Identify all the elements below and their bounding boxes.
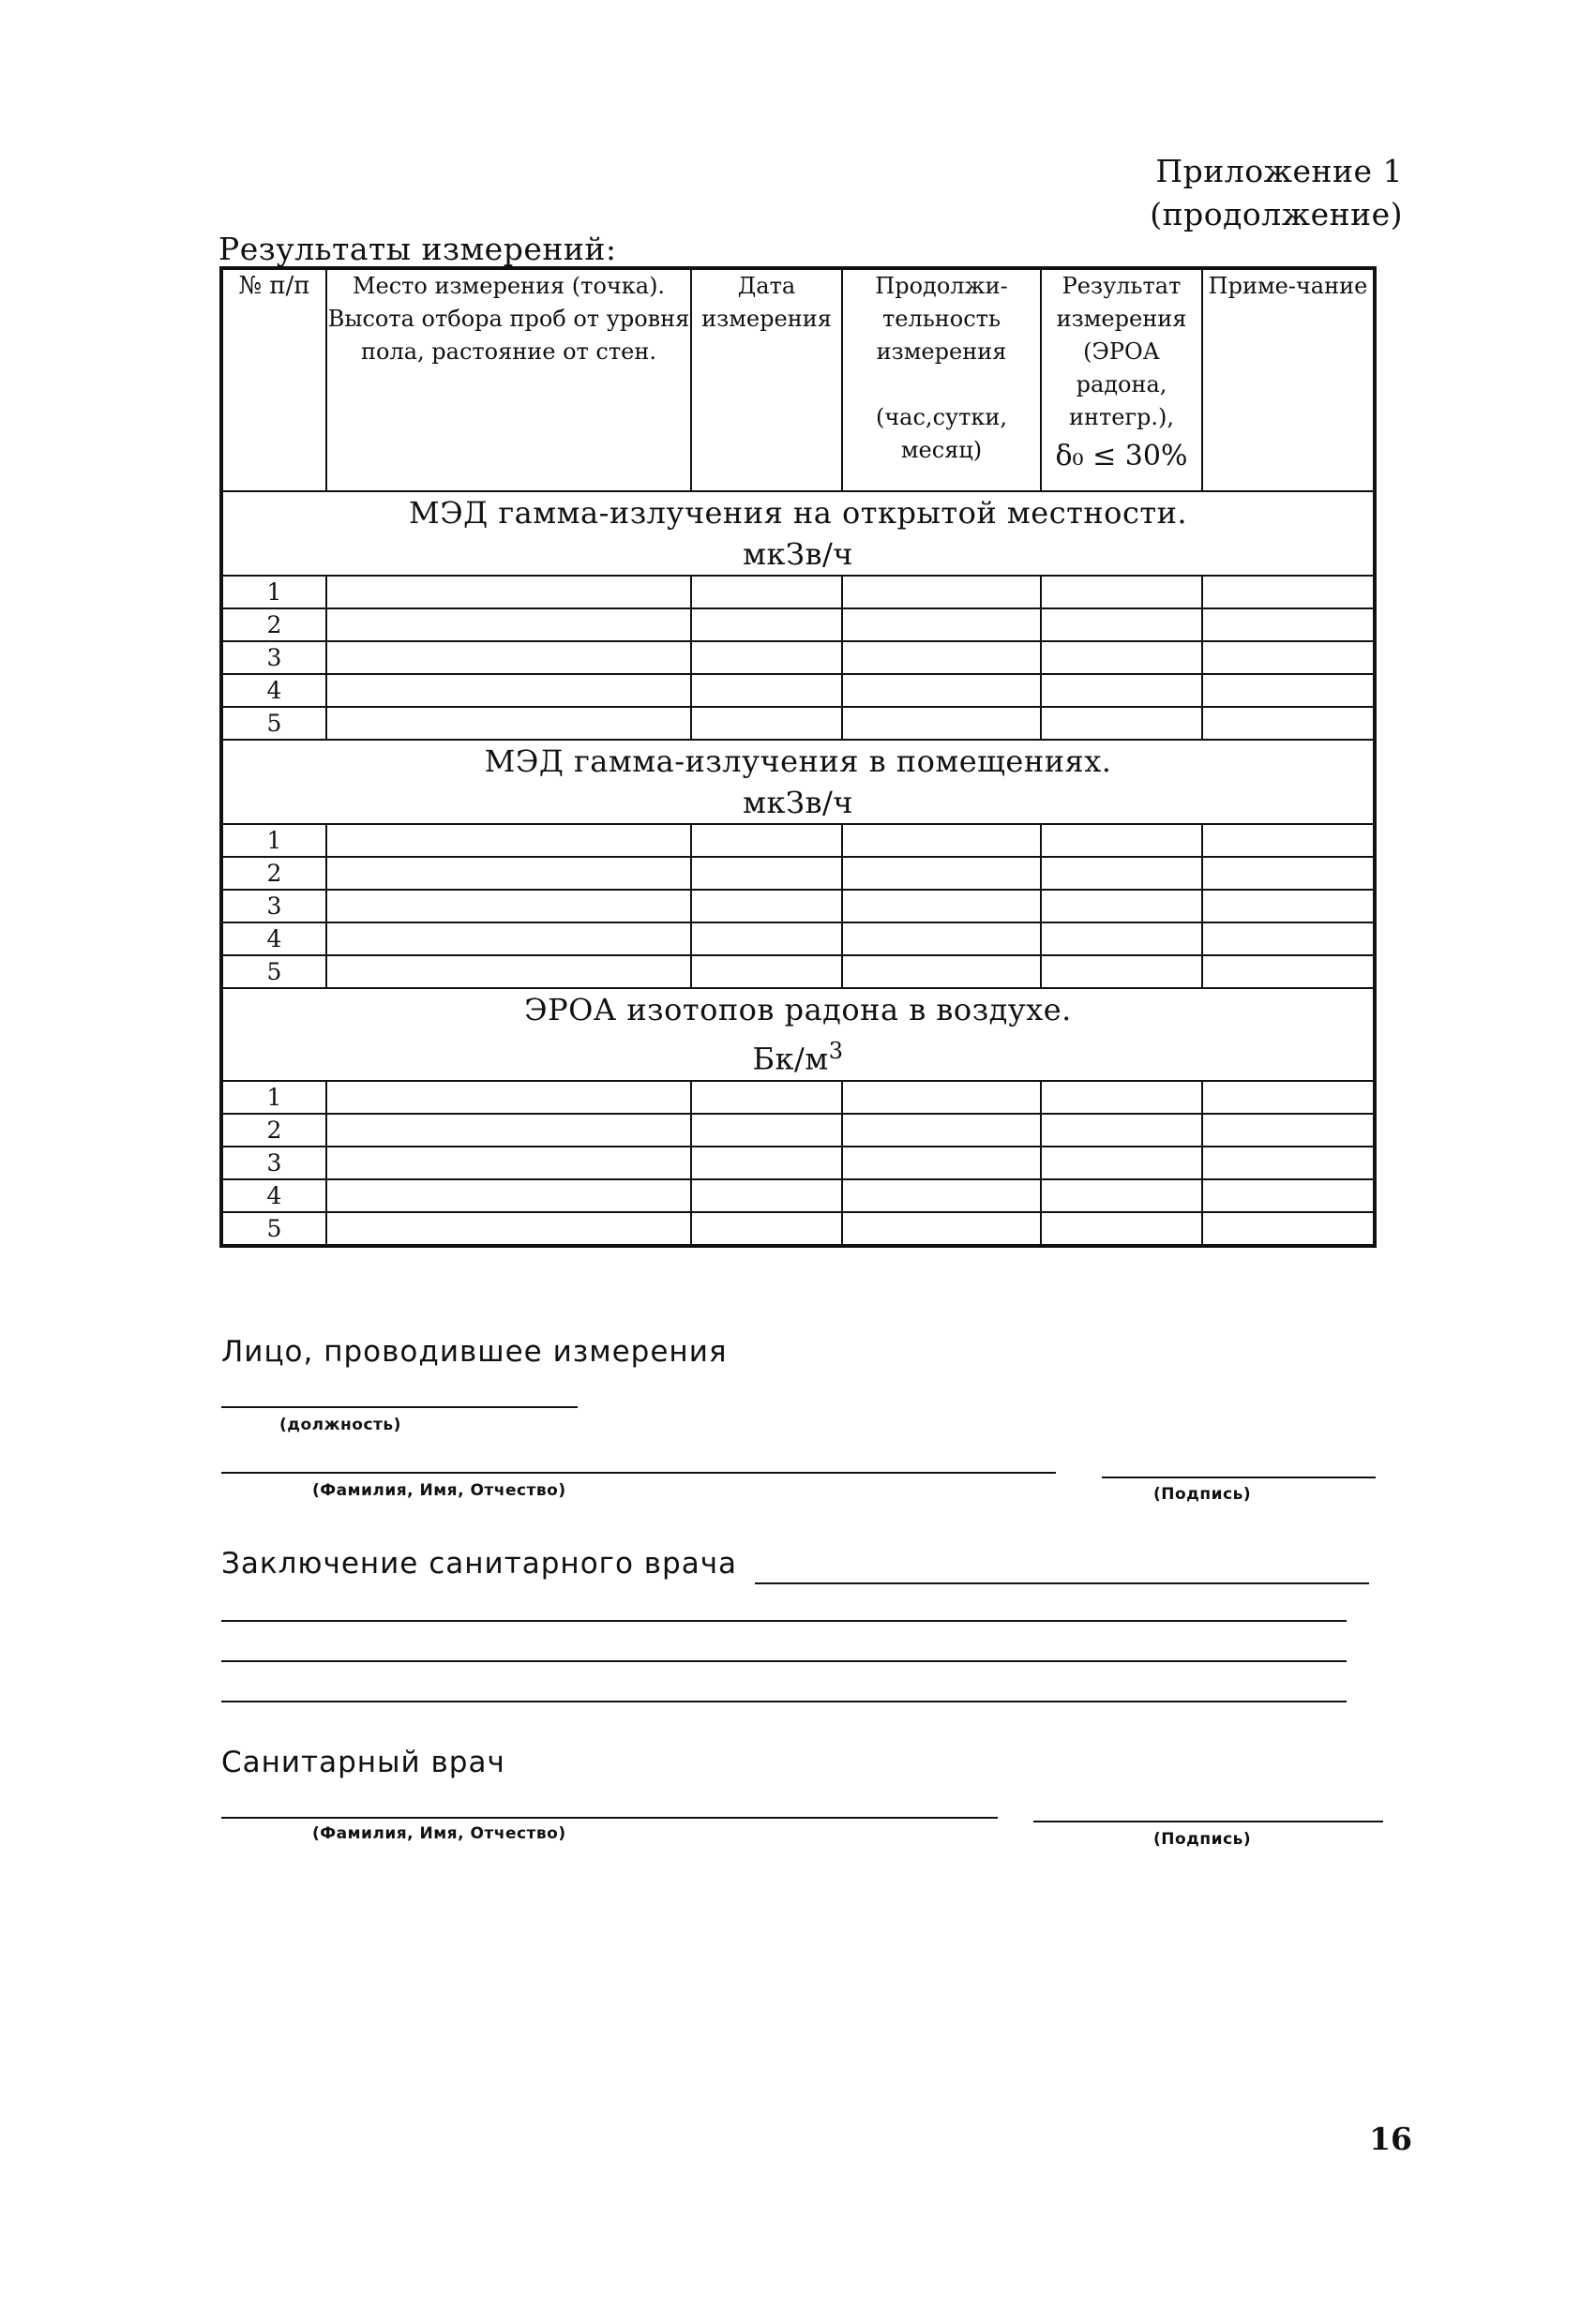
date-cell[interactable]: [691, 824, 842, 857]
header-place: Место измерения (точка). Высота отбора проб от уровня пола, растояние от стен.: [326, 268, 691, 491]
section-row: [221, 491, 1375, 576]
duration-cell[interactable]: [842, 857, 1041, 890]
note-cell[interactable]: [1202, 857, 1375, 890]
place-cell[interactable]: [326, 1147, 691, 1179]
date-cell[interactable]: [691, 608, 842, 641]
header-date: Дата измерения: [691, 268, 842, 491]
note-cell[interactable]: [1202, 1114, 1375, 1147]
table-row: [221, 707, 1375, 740]
result-cell[interactable]: [1041, 890, 1202, 922]
date-cell[interactable]: [691, 922, 842, 955]
date-cell[interactable]: [691, 1114, 842, 1147]
position-caption: (должность): [279, 1416, 401, 1434]
section-title-text: МЭД гамма-излучения в помещениях.: [484, 743, 1112, 779]
date-cell[interactable]: [691, 857, 842, 890]
result-cell[interactable]: [1041, 608, 1202, 641]
appendix-continuation: (продолжение): [1150, 196, 1403, 232]
results-title: Результаты измерений:: [218, 231, 617, 267]
table-row: [221, 608, 1375, 641]
duration-cell[interactable]: [842, 1212, 1041, 1246]
duration-cell[interactable]: [842, 1114, 1041, 1147]
place-cell[interactable]: [326, 857, 691, 890]
place-cell[interactable]: [326, 608, 691, 641]
header-duration-label: Продолжи-тельность измерения: [875, 273, 1008, 365]
measurer-fio-caption: (Фамилия, Имя, Отчество): [312, 1481, 566, 1500]
row-number: 5: [221, 707, 326, 740]
note-cell[interactable]: [1202, 1081, 1375, 1114]
conclusion-line-1[interactable]: [755, 1582, 1369, 1584]
row-number: 3: [221, 1147, 326, 1179]
result-cell[interactable]: [1041, 857, 1202, 890]
measurer-label: Лицо, проводившее измерения: [221, 1335, 728, 1369]
table-row: [221, 1179, 1375, 1212]
result-cell[interactable]: [1041, 1212, 1202, 1246]
section-unit: Бк/м: [752, 1041, 829, 1077]
date-cell[interactable]: [691, 1179, 842, 1212]
result-cell[interactable]: [1041, 1179, 1202, 1212]
table-row: [221, 857, 1375, 890]
table-row: [221, 641, 1375, 674]
section-row: [221, 740, 1375, 824]
duration-cell[interactable]: [842, 1179, 1041, 1212]
conclusion-line-3[interactable]: [221, 1660, 1347, 1662]
table-row: [221, 576, 1375, 608]
row-number: 1: [221, 1081, 326, 1114]
result-cell[interactable]: [1041, 576, 1202, 608]
section-unit: мкЗв/ч: [743, 785, 853, 820]
table-row: [221, 890, 1375, 922]
date-cell[interactable]: [691, 1147, 842, 1179]
place-cell[interactable]: [326, 955, 691, 988]
header-duration: [842, 268, 1041, 491]
place-cell[interactable]: [326, 890, 691, 922]
table-row: [221, 1147, 1375, 1179]
row-number: 1: [221, 576, 326, 608]
section-3-title: [221, 988, 1375, 1081]
result-cell[interactable]: [1041, 1081, 1202, 1114]
doctor-signature-caption: (Подпись): [1153, 1830, 1252, 1849]
note-cell[interactable]: [1202, 1179, 1375, 1212]
duration-cell[interactable]: [842, 1147, 1041, 1179]
row-number: 4: [221, 922, 326, 955]
note-cell[interactable]: [1202, 824, 1375, 857]
date-cell[interactable]: [691, 1081, 842, 1114]
section-unit-superscript: 3: [828, 1038, 844, 1064]
row-number: 3: [221, 890, 326, 922]
measurer-signature-caption: (Подпись): [1153, 1485, 1252, 1504]
place-cell[interactable]: [326, 1114, 691, 1147]
header-note: Приме-чание: [1202, 268, 1375, 491]
result-cell[interactable]: [1041, 955, 1202, 988]
table-row: [221, 674, 1375, 707]
duration-cell[interactable]: [842, 576, 1041, 608]
result-cell[interactable]: [1041, 707, 1202, 740]
place-cell[interactable]: [326, 1081, 691, 1114]
row-number: 4: [221, 1179, 326, 1212]
header-duration-units: (час,сутки, месяц): [875, 404, 1008, 463]
row-number: 2: [221, 857, 326, 890]
header-result-delta: δ₀ ≤ 30%: [1055, 440, 1188, 472]
appendix-heading: [1150, 150, 1403, 236]
section-title-text: МЭД гамма-излучения на открытой местности.: [408, 495, 1188, 531]
date-cell[interactable]: [691, 890, 842, 922]
result-cell[interactable]: [1041, 674, 1202, 707]
table-row: [221, 922, 1375, 955]
place-cell[interactable]: [326, 707, 691, 740]
row-number: 5: [221, 955, 326, 988]
row-number: 4: [221, 674, 326, 707]
place-cell[interactable]: [326, 824, 691, 857]
duration-cell[interactable]: [842, 824, 1041, 857]
measurer-fio-line[interactable]: [221, 1472, 1056, 1474]
doctor-fio-caption: (Фамилия, Имя, Отчество): [312, 1824, 566, 1843]
place-cell[interactable]: [326, 576, 691, 608]
section-row: [221, 988, 1375, 1081]
place-cell[interactable]: [326, 922, 691, 955]
section-title-text: ЭРОА изотопов радона в воздухе.: [524, 992, 1072, 1027]
header-num: № п/п: [221, 268, 326, 491]
conclusion-label: Заключение санитарного врача: [221, 1547, 738, 1581]
appendix-label: Приложение 1: [1155, 153, 1403, 189]
result-cell[interactable]: [1041, 641, 1202, 674]
note-cell[interactable]: [1202, 1147, 1375, 1179]
table-header-row: [221, 268, 1375, 491]
duration-cell[interactable]: [842, 608, 1041, 641]
doctor-label: Санитарный врач: [221, 1746, 505, 1779]
note-cell[interactable]: [1202, 707, 1375, 740]
table-row: [221, 955, 1375, 988]
result-cell[interactable]: [1041, 1114, 1202, 1147]
table-row: [221, 1212, 1375, 1246]
result-cell[interactable]: [1041, 824, 1202, 857]
duration-cell[interactable]: [842, 641, 1041, 674]
header-result: [1041, 268, 1202, 491]
result-cell[interactable]: [1041, 922, 1202, 955]
place-cell[interactable]: [326, 1212, 691, 1246]
table-row: [221, 1081, 1375, 1114]
table-row: [221, 1114, 1375, 1147]
section-2-title: [221, 740, 1375, 824]
note-cell[interactable]: [1202, 922, 1375, 955]
note-cell[interactable]: [1202, 576, 1375, 608]
note-cell[interactable]: [1202, 890, 1375, 922]
section-1-title: [221, 491, 1375, 576]
date-cell[interactable]: [691, 955, 842, 988]
place-cell[interactable]: [326, 641, 691, 674]
row-number: 3: [221, 641, 326, 674]
place-cell[interactable]: [326, 674, 691, 707]
duration-cell[interactable]: [842, 674, 1041, 707]
duration-cell[interactable]: [842, 707, 1041, 740]
table-row: [221, 824, 1375, 857]
doctor-signature-line[interactable]: [1033, 1821, 1383, 1822]
doctor-fio-line[interactable]: [221, 1817, 998, 1819]
row-number: 1: [221, 824, 326, 857]
note-cell[interactable]: [1202, 608, 1375, 641]
header-result-label: Результат измерения (ЭРОА радона, интегр.),: [1056, 273, 1187, 430]
row-number: 5: [221, 1212, 326, 1246]
place-cell[interactable]: [326, 1179, 691, 1212]
measurer-signature-line[interactable]: [1102, 1477, 1376, 1478]
note-cell[interactable]: [1202, 641, 1375, 674]
date-cell[interactable]: [691, 707, 842, 740]
result-cell[interactable]: [1041, 1147, 1202, 1179]
note-cell[interactable]: [1202, 955, 1375, 988]
page-number: 16: [1369, 2121, 1412, 2157]
conclusion-line-2[interactable]: [221, 1620, 1347, 1622]
section-unit: мкЗв/ч: [743, 536, 853, 572]
duration-cell[interactable]: [842, 890, 1041, 922]
duration-cell[interactable]: [842, 955, 1041, 988]
position-line[interactable]: [221, 1406, 578, 1408]
row-number: 2: [221, 608, 326, 641]
date-cell[interactable]: [691, 576, 842, 608]
results-table: [219, 266, 1377, 1248]
date-cell[interactable]: [691, 641, 842, 674]
date-cell[interactable]: [691, 674, 842, 707]
note-cell[interactable]: [1202, 1212, 1375, 1246]
note-cell[interactable]: [1202, 674, 1375, 707]
duration-cell[interactable]: [842, 1081, 1041, 1114]
date-cell[interactable]: [691, 1212, 842, 1246]
duration-cell[interactable]: [842, 922, 1041, 955]
conclusion-line-4[interactable]: [221, 1701, 1347, 1702]
row-number: 2: [221, 1114, 326, 1147]
